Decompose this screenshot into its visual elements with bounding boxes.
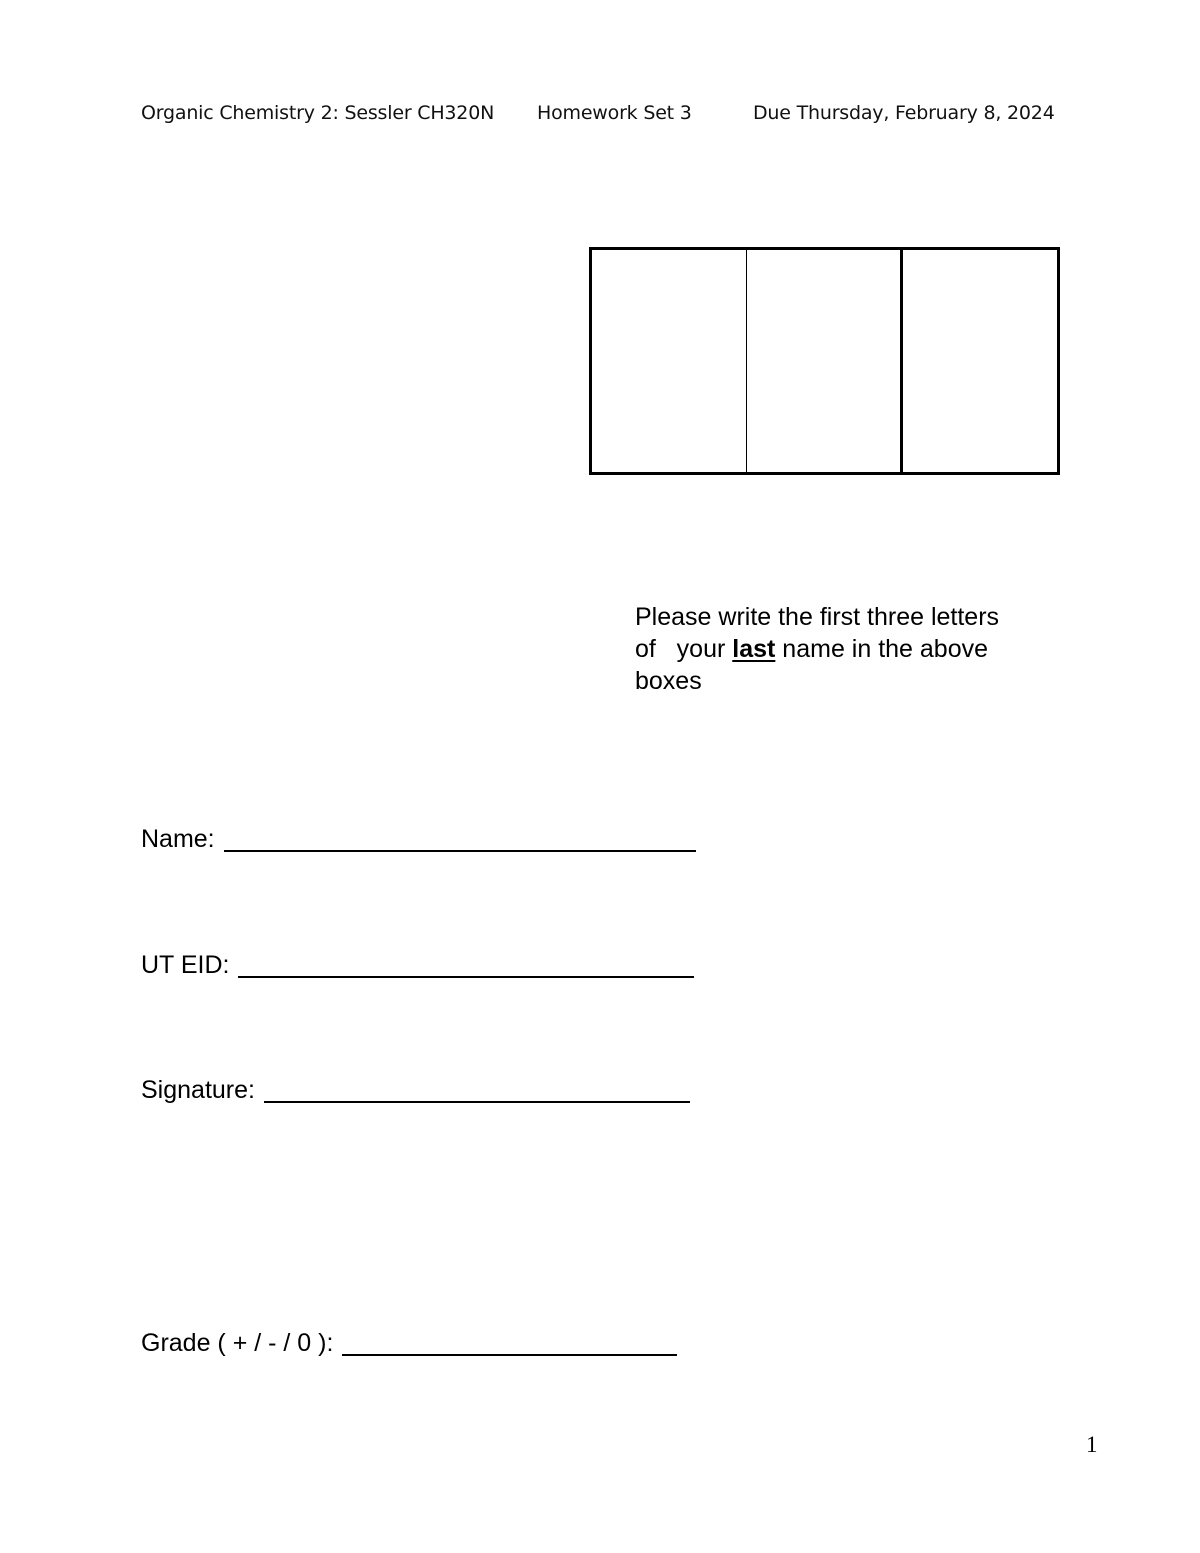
signature-blank-line[interactable] [264, 1077, 690, 1103]
ut-eid-label: UT EID: [141, 951, 230, 979]
letter-box-2[interactable] [747, 250, 904, 472]
letter-box-3[interactable] [903, 250, 1057, 472]
due-date: Due Thursday, February 8, 2024 [753, 102, 1055, 124]
name-field [141, 825, 696, 854]
instruction-line-2-start: of your [635, 635, 733, 663]
name-blank-line[interactable] [224, 826, 696, 852]
name-label: Name: [141, 825, 215, 853]
grade-label: Grade ( + / - / 0 ): [141, 1329, 334, 1357]
page-number: 1 [1086, 1432, 1098, 1457]
signature-label: Signature: [141, 1076, 255, 1104]
letter-box-1[interactable] [592, 250, 747, 472]
instruction-line-2 [635, 633, 1055, 665]
grade-field [141, 1329, 677, 1358]
course-title: Organic Chemistry 2: Sessler CH320N [141, 102, 495, 124]
instruction-line-1: Please write the first three letters [635, 603, 1000, 631]
instruction-emphasis-last: last [732, 635, 776, 663]
assignment-title: Homework Set 3 [537, 102, 692, 124]
instruction-line-2-end: name in the above [775, 635, 989, 663]
last-name-letter-boxes [589, 247, 1060, 475]
ut-eid-blank-line[interactable] [238, 952, 694, 978]
letter-box-instruction [635, 601, 1055, 697]
grade-blank-line[interactable] [342, 1330, 677, 1356]
ut-eid-field [141, 951, 694, 980]
instruction-line-3: boxes [635, 667, 702, 695]
signature-field [141, 1076, 690, 1105]
